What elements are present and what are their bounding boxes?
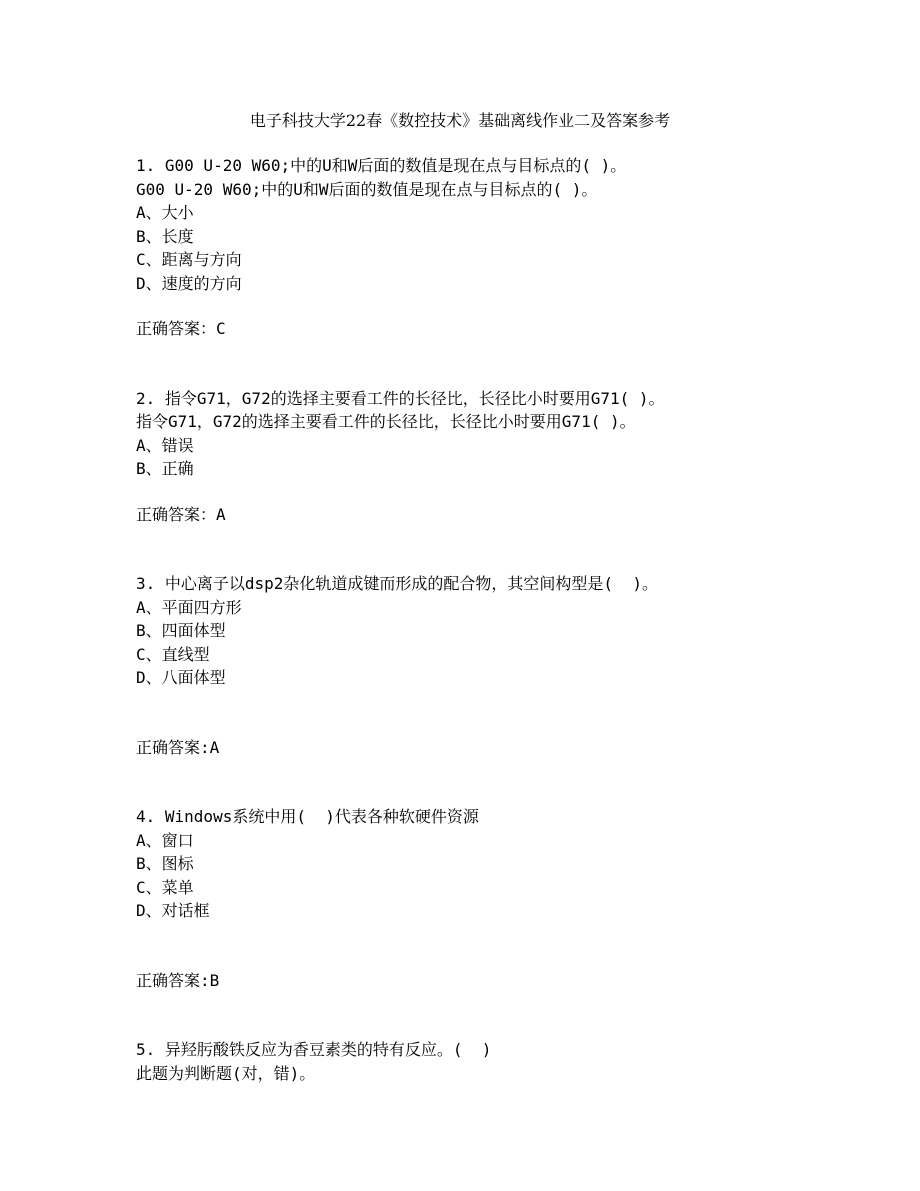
correct-answer: 正确答案：C [136,319,226,338]
correct-answer: 正确答案:B [136,970,220,990]
question-stem: 3. 中心离子以dsp2杂化轨道成键而形成的配合物，其空间构型是( )。 [136,574,658,593]
option-d: D、速度的方向 [136,273,242,293]
option-b: B、四面体型 [136,621,226,640]
question-3 [136,572,836,759]
option-a: A、错误 [136,435,194,455]
question-stem: 5. 异羟肟酸铁反应为香豆素类的特有反应。( ) [136,1040,492,1059]
option-c: C、直线型 [136,644,210,664]
option-d: D、八面体型 [136,668,226,687]
page-title: 电子科技大学22春《数控技术》基础离线作业二及答案参考 [249,111,671,130]
option-b: B、正确 [136,459,194,478]
question-list [136,154,836,1085]
question-type-note: 此题为判断题(对，错)。 [136,1063,316,1083]
correct-answer: 正确答案：A [136,504,226,524]
option-a: A、大小 [136,203,194,222]
question-stem-repeat: 指令G71，G72的选择主要看工件的长径比，长径比小时要用G71( )。 [136,412,636,431]
correct-answer: 正确答案:A [136,737,220,757]
option-c: C、菜单 [136,877,194,897]
option-d: D、对话框 [136,901,210,920]
question-stem-repeat: G00 U-20 W60;中的U和W后面的数值是现在点与目标点的( )。 [136,179,598,199]
question-stem: 4. Windows系统中用( )代表各种软硬件资源 [136,807,479,826]
question-4 [136,805,836,992]
question-stem: 2. 指令G71，G72的选择主要看工件的长径比，长径比小时要用G71( )。 [136,388,665,408]
option-a: A、窗口 [136,830,194,850]
question-5 [136,1038,836,1085]
option-c: C、距离与方向 [136,250,242,269]
option-a: A、平面四方形 [136,597,242,617]
option-b: B、长度 [136,226,194,246]
question-stem: 1. G00 U-20 W60;中的U和W后面的数值是现在点与目标点的( )。 [136,156,627,175]
question-2 [136,387,836,527]
question-1 [136,154,836,341]
option-b: B、图标 [136,854,194,873]
